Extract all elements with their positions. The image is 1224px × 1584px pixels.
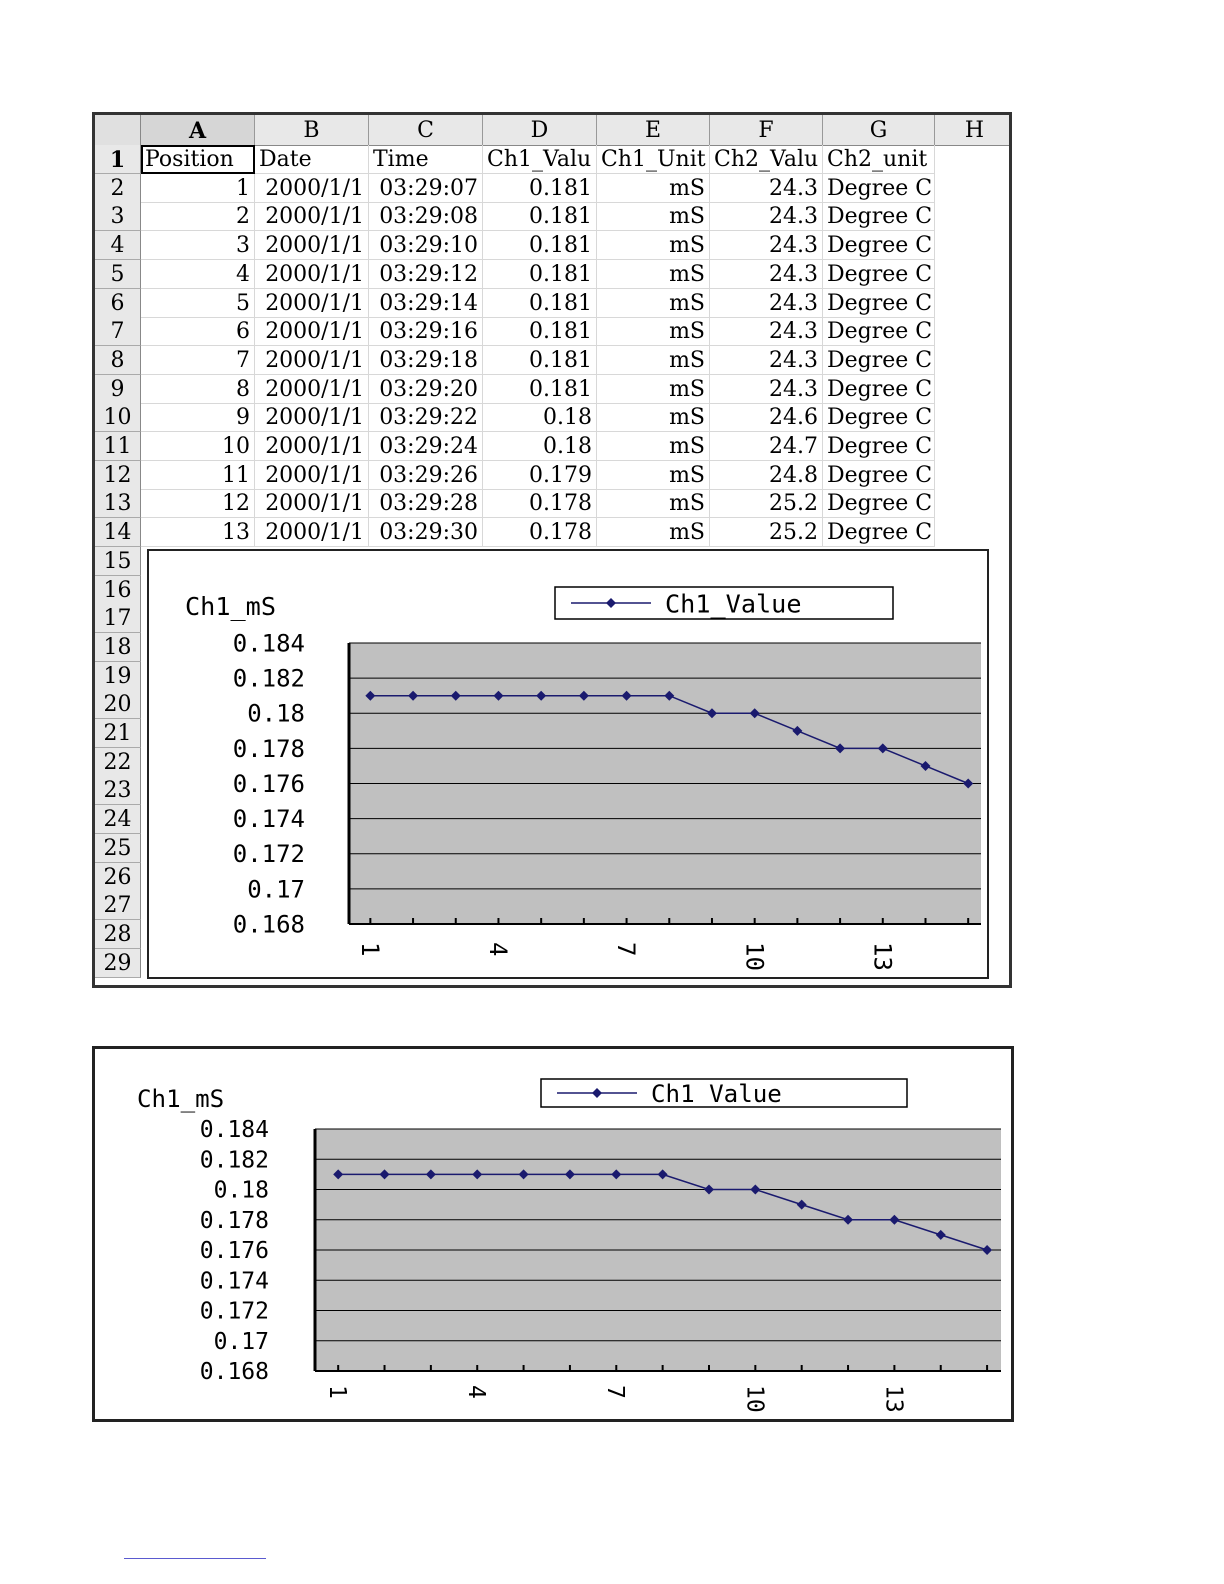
cell-date[interactable]: 2000/1/1 (255, 260, 369, 289)
cell-position[interactable]: 5 (141, 289, 255, 318)
cell-ch1-unit[interactable]: mS (597, 518, 710, 547)
cell-ch2-unit[interactable]: Degree C (823, 260, 935, 289)
header-cell-ch1-unit[interactable]: Ch1_Unit (597, 145, 710, 174)
y-tick-label: 0.168 (199, 1359, 269, 1386)
cell-time[interactable]: 03:29:12 (369, 260, 483, 289)
row-header-8[interactable]: 8 (95, 346, 141, 375)
row-header-2[interactable]: 2 (95, 174, 141, 203)
cell-ch1-unit[interactable]: mS (597, 489, 710, 518)
y-axis-title: Ch1_mS (137, 1085, 225, 1113)
cell-time[interactable]: 03:29:18 (369, 346, 483, 375)
header-cell-date[interactable]: Date (255, 145, 369, 174)
row-header-18[interactable]: 18 (95, 633, 141, 662)
cell-ch1-value[interactable]: 0.179 (483, 461, 597, 490)
cell-ch2-value[interactable]: 24.3 (710, 260, 823, 289)
cell-ch1-value[interactable]: 0.181 (483, 375, 597, 404)
row-header-28[interactable]: 28 (95, 920, 141, 949)
cell-ch2-unit[interactable]: Degree C (823, 461, 935, 490)
x-tick-label: 1 (324, 1385, 351, 1399)
cell-ch1-value[interactable]: 0.181 (483, 174, 597, 203)
cell-ch1-value[interactable]: 0.181 (483, 260, 597, 289)
cell-time[interactable]: 03:29:07 (369, 174, 483, 203)
cell-ch2-unit[interactable]: Degree C (823, 518, 935, 547)
cell-ch2-unit[interactable]: Degree C (823, 231, 935, 260)
cell-position[interactable]: 2 (141, 202, 255, 231)
row-header-27[interactable]: 27 (95, 891, 141, 920)
cell-date[interactable]: 2000/1/1 (255, 403, 369, 432)
y-tick-label: 0.17 (213, 1328, 269, 1355)
column-header-f[interactable]: F (710, 115, 823, 145)
x-tick-label: 7 (602, 1385, 629, 1399)
cell-ch1-value[interactable]: 0.178 (483, 518, 597, 547)
cell-time[interactable]: 03:29:08 (369, 202, 483, 231)
cell-ch1-unit[interactable]: mS (597, 403, 710, 432)
row-header-12[interactable]: 12 (95, 461, 141, 490)
x-tick-label: 1 (355, 942, 384, 957)
column-header-g[interactable]: G (823, 115, 935, 145)
cell-ch1-unit[interactable]: mS (597, 432, 710, 461)
cell-ch1-value[interactable]: 0.18 (483, 403, 597, 432)
row-header-11[interactable]: 11 (95, 432, 141, 461)
x-tick-label: 4 (484, 942, 513, 957)
x-tick-label: 10 (741, 1385, 768, 1413)
cell-position[interactable]: 4 (141, 260, 255, 289)
legend-label: Ch1_Value (651, 1080, 782, 1109)
row-header-21[interactable]: 21 (95, 719, 141, 748)
row-header-4[interactable]: 4 (95, 231, 141, 260)
y-tick-label: 0.184 (232, 629, 305, 658)
row-header-17[interactable]: 17 (95, 604, 141, 633)
embedded-chart[interactable] (147, 549, 989, 979)
cell-ch1-unit[interactable]: mS (597, 231, 710, 260)
cell-ch2-unit[interactable]: Degree C (823, 346, 935, 375)
y-tick-label: 0.172 (199, 1298, 269, 1325)
cell-ch1-unit[interactable]: mS (597, 317, 710, 346)
row-header-9[interactable]: 9 (95, 375, 141, 404)
cell-time[interactable]: 03:29:30 (369, 518, 483, 547)
row-header-19[interactable]: 19 (95, 662, 141, 691)
column-header-h[interactable]: H (935, 115, 1012, 145)
cell-date[interactable]: 2000/1/1 (255, 461, 369, 490)
column-header-e[interactable]: E (597, 115, 710, 145)
row-header-23[interactable]: 23 (95, 776, 141, 805)
row-header-15[interactable]: 15 (95, 547, 141, 576)
row-header-13[interactable]: 13 (95, 489, 141, 518)
cell-ch1-value[interactable]: 0.18 (483, 432, 597, 461)
y-axis-title: Ch1_mS (185, 592, 276, 621)
row-header-20[interactable]: 20 (95, 690, 141, 719)
row-header-22[interactable]: 22 (95, 748, 141, 777)
cell-time[interactable]: 03:29:14 (369, 289, 483, 318)
cell-position[interactable]: 7 (141, 346, 255, 375)
y-tick-label: 0.174 (232, 805, 305, 834)
cell-ch1-value[interactable]: 0.181 (483, 346, 597, 375)
column-header-c[interactable]: C (369, 115, 483, 145)
cell-position[interactable]: 1 (141, 174, 255, 203)
row-header-1[interactable]: 1 (95, 145, 141, 174)
cell-time[interactable]: 03:29:10 (369, 231, 483, 260)
cell-ch1-value[interactable]: 0.178 (483, 489, 597, 518)
column-header-b[interactable]: B (255, 115, 369, 145)
cell-ch2-value[interactable]: 24.3 (710, 346, 823, 375)
cell-date[interactable]: 2000/1/1 (255, 231, 369, 260)
cell-ch2-value[interactable]: 24.3 (710, 375, 823, 404)
cell-ch1-value[interactable]: 0.181 (483, 202, 597, 231)
chart-svg (149, 551, 987, 977)
cell-ch1-unit[interactable]: mS (597, 202, 710, 231)
cell-ch1-unit[interactable]: mS (597, 289, 710, 318)
cell-ch1-value[interactable]: 0.181 (483, 289, 597, 318)
cell-ch2-value[interactable]: 24.3 (710, 231, 823, 260)
y-tick-label: 0.176 (232, 769, 305, 798)
cell-date[interactable]: 2000/1/1 (255, 489, 369, 518)
cell-ch1-value[interactable]: 0.181 (483, 231, 597, 260)
legend-label: Ch1_Value (665, 589, 802, 619)
cell-ch1-unit[interactable]: mS (597, 260, 710, 289)
cell-ch2-unit[interactable]: Degree C (823, 174, 935, 203)
cell-ch1-unit[interactable]: mS (597, 375, 710, 404)
row-header-6[interactable]: 6 (95, 289, 141, 318)
y-tick-label: 0.184 (199, 1117, 269, 1144)
row-header-14[interactable]: 14 (95, 518, 141, 547)
row-header-24[interactable]: 24 (95, 805, 141, 834)
cell-time[interactable]: 03:29:20 (369, 375, 483, 404)
cell-date[interactable]: 2000/1/1 (255, 317, 369, 346)
cell-position[interactable]: 9 (141, 403, 255, 432)
header-cell-ch2-unit[interactable]: Ch2_unit (823, 145, 935, 174)
cell-position[interactable]: 11 (141, 461, 255, 490)
cell-ch1-unit[interactable]: mS (597, 174, 710, 203)
cell-date[interactable]: 2000/1/1 (255, 289, 369, 318)
y-tick-label: 0.18 (247, 699, 305, 728)
cell-position[interactable]: 3 (141, 231, 255, 260)
cell-ch2-unit[interactable]: Degree C (823, 289, 935, 318)
cell-ch2-unit[interactable]: Degree C (823, 489, 935, 518)
cell-position[interactable]: 10 (141, 432, 255, 461)
cell-ch2-unit[interactable]: Degree C (823, 202, 935, 231)
header-cell-time[interactable]: Time (369, 145, 483, 174)
x-tick-label: 13 (880, 1385, 907, 1413)
row-header-7[interactable]: 7 (95, 317, 141, 346)
standalone-chart (92, 1046, 1014, 1422)
x-tick-label: 4 (463, 1385, 490, 1399)
row-header-10[interactable]: 10 (95, 403, 141, 432)
header-cell-position[interactable]: Position (141, 145, 255, 174)
cell-time[interactable]: 03:29:26 (369, 461, 483, 490)
y-tick-label: 0.178 (232, 734, 305, 763)
row-header-25[interactable]: 25 (95, 834, 141, 863)
cell-ch2-value[interactable]: 24.3 (710, 317, 823, 346)
cell-position[interactable]: 6 (141, 317, 255, 346)
cell-position[interactable]: 12 (141, 489, 255, 518)
cell-ch2-value[interactable]: 24.3 (710, 289, 823, 318)
y-tick-label: 0.17 (247, 875, 305, 904)
cell-ch2-unit[interactable]: Degree C (823, 317, 935, 346)
cell-time[interactable]: 03:29:16 (369, 317, 483, 346)
row-header-29[interactable]: 29 (95, 949, 141, 978)
cell-ch1-unit[interactable]: mS (597, 346, 710, 375)
y-tick-label: 0.182 (199, 1147, 269, 1174)
spreadsheet (92, 112, 1012, 988)
cell-time[interactable]: 03:29:24 (369, 432, 483, 461)
column-header-d[interactable]: D (483, 115, 597, 145)
header-cell-ch2-value[interactable]: Ch2_Valu (710, 145, 823, 174)
cell-ch2-value[interactable]: 24.6 (710, 403, 823, 432)
cell-date[interactable]: 2000/1/1 (255, 432, 369, 461)
chart-svg (95, 1049, 1011, 1419)
x-tick-label: 13 (868, 942, 897, 971)
y-tick-label: 0.178 (199, 1207, 269, 1234)
row-header-16[interactable]: 16 (95, 576, 141, 605)
cell-ch2-value[interactable]: 24.3 (710, 202, 823, 231)
row-header-3[interactable]: 3 (95, 202, 141, 231)
cell-date[interactable]: 2000/1/1 (255, 346, 369, 375)
cell-ch2-value[interactable]: 25.2 (710, 518, 823, 547)
cell-date[interactable]: 2000/1/1 (255, 518, 369, 547)
header-cell-ch1-value[interactable]: Ch1_Valu (483, 145, 597, 174)
cell-date[interactable]: 2000/1/1 (255, 375, 369, 404)
cell-ch1-value[interactable]: 0.181 (483, 317, 597, 346)
y-tick-label: 0.176 (199, 1238, 269, 1265)
select-all-corner[interactable] (95, 115, 141, 145)
cell-position[interactable]: 13 (141, 518, 255, 547)
x-tick-label: 7 (612, 942, 641, 957)
y-tick-label: 0.18 (213, 1177, 269, 1204)
y-tick-label: 0.172 (232, 840, 305, 869)
cell-position[interactable]: 8 (141, 375, 255, 404)
cell-ch2-unit[interactable]: Degree C (823, 375, 935, 404)
cell-date[interactable]: 2000/1/1 (255, 202, 369, 231)
row-header-5[interactable]: 5 (95, 260, 141, 289)
column-header-a[interactable]: A (141, 115, 255, 145)
cell-ch2-value[interactable]: 24.3 (710, 174, 823, 203)
cell-ch2-unit[interactable]: Degree C (823, 432, 935, 461)
cell-ch1-unit[interactable]: mS (597, 461, 710, 490)
footnote-divider (124, 1558, 266, 1559)
y-tick-label: 0.174 (199, 1268, 269, 1295)
cell-time[interactable]: 03:29:28 (369, 489, 483, 518)
cell-ch2-value[interactable]: 24.8 (710, 461, 823, 490)
y-tick-label: 0.168 (232, 910, 305, 939)
cell-ch2-value[interactable]: 24.7 (710, 432, 823, 461)
cell-date[interactable]: 2000/1/1 (255, 174, 369, 203)
row-header-26[interactable]: 26 (95, 863, 141, 892)
cell-ch2-unit[interactable]: Degree C (823, 403, 935, 432)
cell-time[interactable]: 03:29:22 (369, 403, 483, 432)
y-tick-label: 0.182 (232, 664, 305, 693)
cell-ch2-value[interactable]: 25.2 (710, 489, 823, 518)
x-tick-label: 10 (740, 942, 769, 971)
